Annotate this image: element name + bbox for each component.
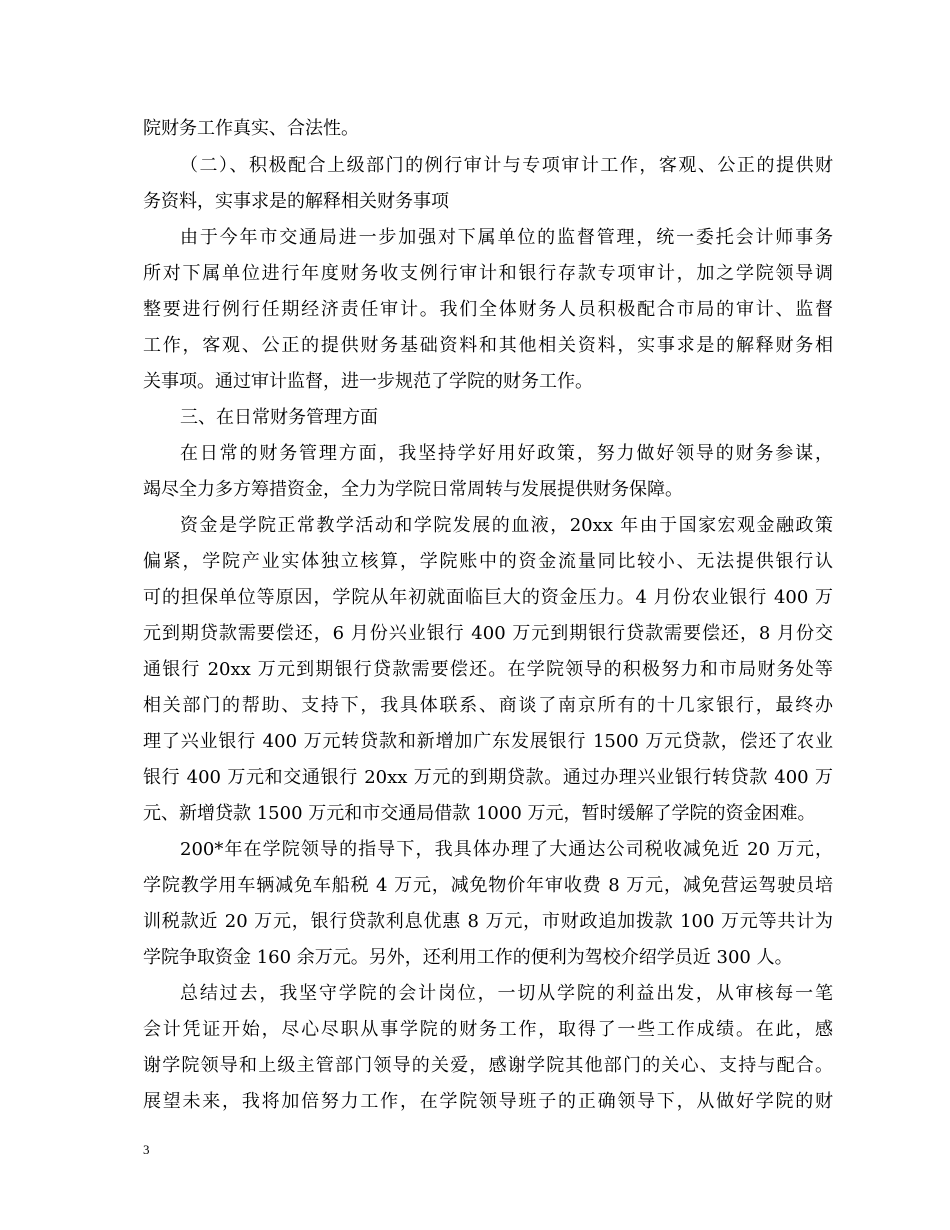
text-line: 由于今年市交通局进一步加强对下属单位的监督管理，统一委托会计师事务 xyxy=(180,227,833,248)
text-line: 学院争取资金 160 余万元。另外，还利用工作的便利为驾校介绍学员近 300 人。 xyxy=(143,947,793,968)
text-line: 银行 400 万元和交通银行 20xx 万元的到期贷款。通过办理兴业银行转贷款 400 万 xyxy=(143,767,833,788)
text-line: 总结过去，我坚守学院的会计岗位，一切从学院的利益出发，从审核每一笔 xyxy=(180,983,833,1004)
text-line: 关事项。通过审计监督，进一步规范了学院的财务工作。 xyxy=(143,371,593,392)
text-line: 200*年在学院领导的指导下，我具体办理了大通达公司税收减免近 20 万元， xyxy=(180,839,833,860)
text-line: 相关部门的帮助、支持下，我具体联系、商谈了南京所有的十几家银行，最终办 xyxy=(143,695,833,716)
text-line: 整要进行例行任期经济责任审计。我们全体财务人员积极配合市局的审计、监督 xyxy=(143,299,833,320)
text-line: 在日常的财务管理方面，我坚持学好用好政策，努力做好领导的财务参谋， xyxy=(180,443,833,464)
text-line: 元到期贷款需要偿还，6 月份兴业银行 400 万元到期银行贷款需要偿还，8 月份交 xyxy=(143,623,833,644)
text-line: 院财务工作真实、合法性。 xyxy=(143,118,359,139)
text-line: 理了兴业银行 400 万元转贷款和新增加广东发展银行 1500 万元贷款，偿还了农业 xyxy=(143,731,833,752)
text-line: 训税款近 20 万元，银行贷款利息优惠 8 万元，市财政追加拨款 100 万元等共计为 xyxy=(143,911,833,932)
text-line: 通银行 20xx 万元到期银行贷款需要偿还。在学院领导的积极努力和市局财务处等 xyxy=(143,659,833,680)
page-number: 3 xyxy=(143,1142,150,1157)
text-line: 所对下属单位进行年度财务收支例行审计和银行存款专项审计，加之学院领导调 xyxy=(143,263,833,284)
text-line: 偏紧，学院产业实体独立核算，学院账中的资金流量同比较小、无法提供银行认 xyxy=(143,551,833,572)
section-heading: 三、在日常财务管理方面 xyxy=(180,407,378,428)
text-line: 谢学院领导和上级主管部门领导的关爱，感谢学院其他部门的关心、支持与配合。 xyxy=(143,1055,833,1076)
text-line: （二）、积极配合上级部门的例行审计与专项审计工作，客观、公正的提供财 xyxy=(180,155,833,176)
text-line: 展望未来，我将加倍努力工作，在学院领导班子的正确领导下，从做好学院的财 xyxy=(143,1091,833,1112)
text-line: 竭尽全力多方筹措资金，全力为学院日常周转与发展提供财务保障。 xyxy=(143,479,683,500)
text-line: 可的担保单位等原因，学院从年初就面临巨大的资金压力。4 月份农业银行 400 万 xyxy=(143,587,833,608)
text-line: 务资料，实事求是的解释相关财务事项 xyxy=(143,191,449,212)
text-line: 会计凭证开始，尽心尽职从事学院的财务工作，取得了一些工作成绩。在此，感 xyxy=(143,1019,833,1040)
text-line: 资金是学院正常教学活动和学院发展的血液，20xx 年由于国家宏观金融政策 xyxy=(180,515,833,536)
text-line: 学院教学用车辆减免车船税 4 万元，减免物价年审收费 8 万元，减免营运驾驶员培 xyxy=(143,875,833,896)
text-line: 元、新增贷款 1500 万元和市交通局借款 1000 万元，暂时缓解了学院的资金困难。 xyxy=(143,803,816,824)
text-line: 工作，客观、公正的提供财务基础资料和其他相关资料，实事求是的解释财务相 xyxy=(143,335,833,356)
